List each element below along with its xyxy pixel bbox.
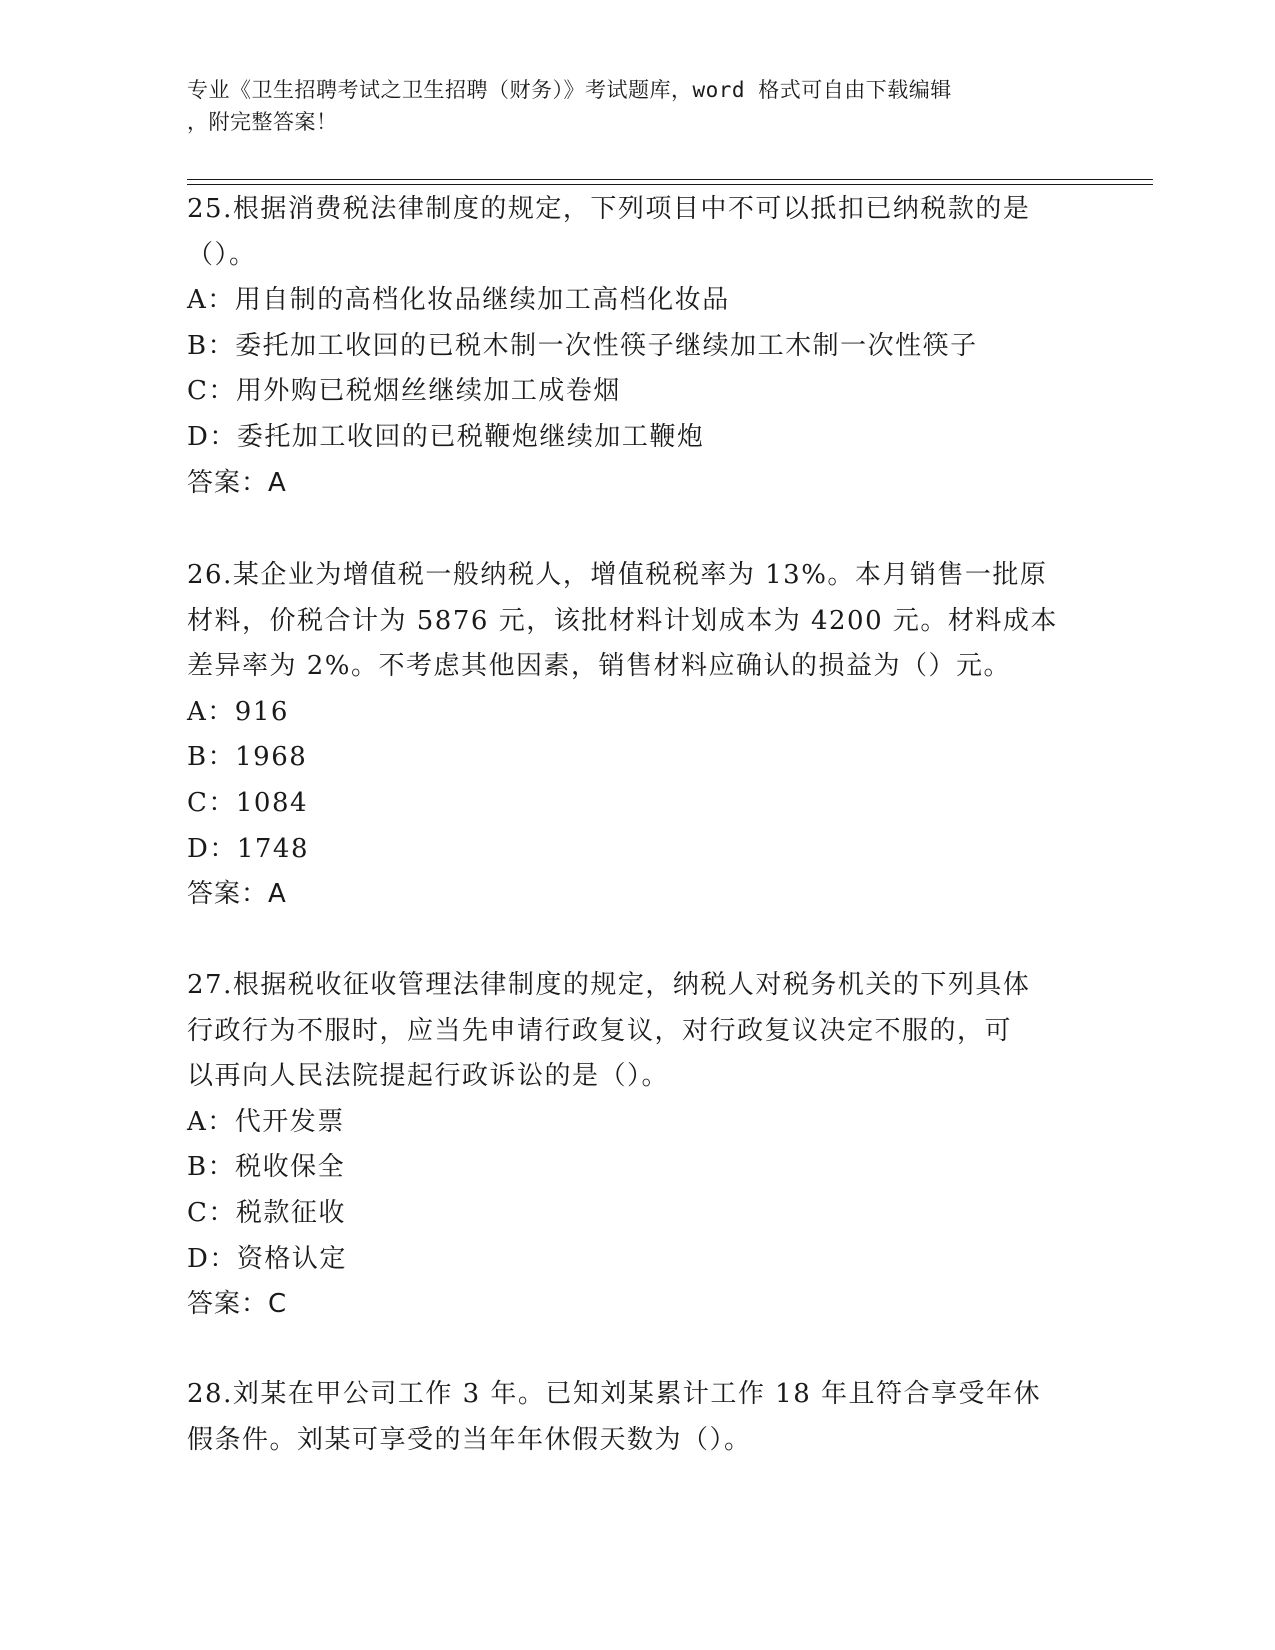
option-b: B：委托加工收回的已税木制一次性筷子继续加工木制一次性筷子 [187, 330, 978, 361]
option-a: A：用自制的高档化妆品继续加工高档化妆品 [187, 285, 730, 316]
document-header [187, 74, 1067, 138]
header-line-2: ，附完整答案！ [187, 110, 338, 134]
option-d: D：委托加工收回的已税鞭炮继续加工鞭炮 [187, 421, 705, 452]
stem-line: 27.根据税收征收管理法律制度的规定，纳税人对税务机关的下列具体 [187, 970, 1031, 1000]
stem-line: 以再向人民法院提起行政诉讼的是（）。 [187, 1061, 670, 1092]
header-line-1: 专业《卫生招聘考试之卫生招聘（财务）》考试题库，word 格式可自由下载编辑 [187, 78, 952, 102]
question-stem [187, 963, 1087, 1100]
answer-line: 答案：C [187, 1289, 288, 1320]
header-divider-top [187, 179, 1153, 180]
question-stem [187, 1372, 1087, 1463]
option-b: B：1968 [187, 742, 308, 773]
option-a: A：916 [187, 696, 289, 727]
option-c: C：1084 [187, 787, 309, 818]
stem-line: 材料，价税合计为 5876 元，该批材料计划成本为 4200 元。材料成本 [187, 605, 1058, 636]
question-stem [187, 187, 1087, 278]
stem-line: 差异率为 2%。不考虑其他因素，销售材料应确认的损益为（）元。 [187, 651, 1012, 682]
option-c: C：税款征收 [187, 1197, 346, 1228]
question-stem [187, 553, 1087, 690]
stem-line: 25.根据消费税法律制度的规定，下列项目中不可以抵扣已纳税款的是 [187, 194, 1031, 224]
stem-line: 假条件。刘某可享受的当年年休假天数为（）。 [187, 1424, 752, 1455]
stem-line: （）。 [187, 239, 257, 270]
option-b: B：税收保全 [187, 1152, 346, 1183]
answer-line: 答案：A [187, 879, 287, 910]
header-divider-bottom [187, 184, 1153, 185]
stem-line: 26.某企业为增值税一般纳税人，增值税税率为 13%。本月销售一批原 [187, 560, 1048, 590]
question-26 [187, 553, 1087, 918]
stem-line: 28.刘某在甲公司工作 3 年。已知刘某累计工作 18 年且符合享受年休 [187, 1379, 1042, 1409]
question-28 [187, 1372, 1087, 1463]
option-c: C：用外购已税烟丝继续加工成卷烟 [187, 376, 621, 407]
stem-line: 行政行为不服时，应当先申请行政复议，对行政复议决定不服的，可 [187, 1015, 1013, 1046]
question-25 [187, 187, 1087, 506]
option-a: A：代开发票 [187, 1106, 345, 1137]
option-d: D：1748 [187, 833, 310, 864]
option-d: D：资格认定 [187, 1243, 347, 1274]
answer-line: 答案：A [187, 467, 287, 498]
question-27 [187, 963, 1087, 1328]
